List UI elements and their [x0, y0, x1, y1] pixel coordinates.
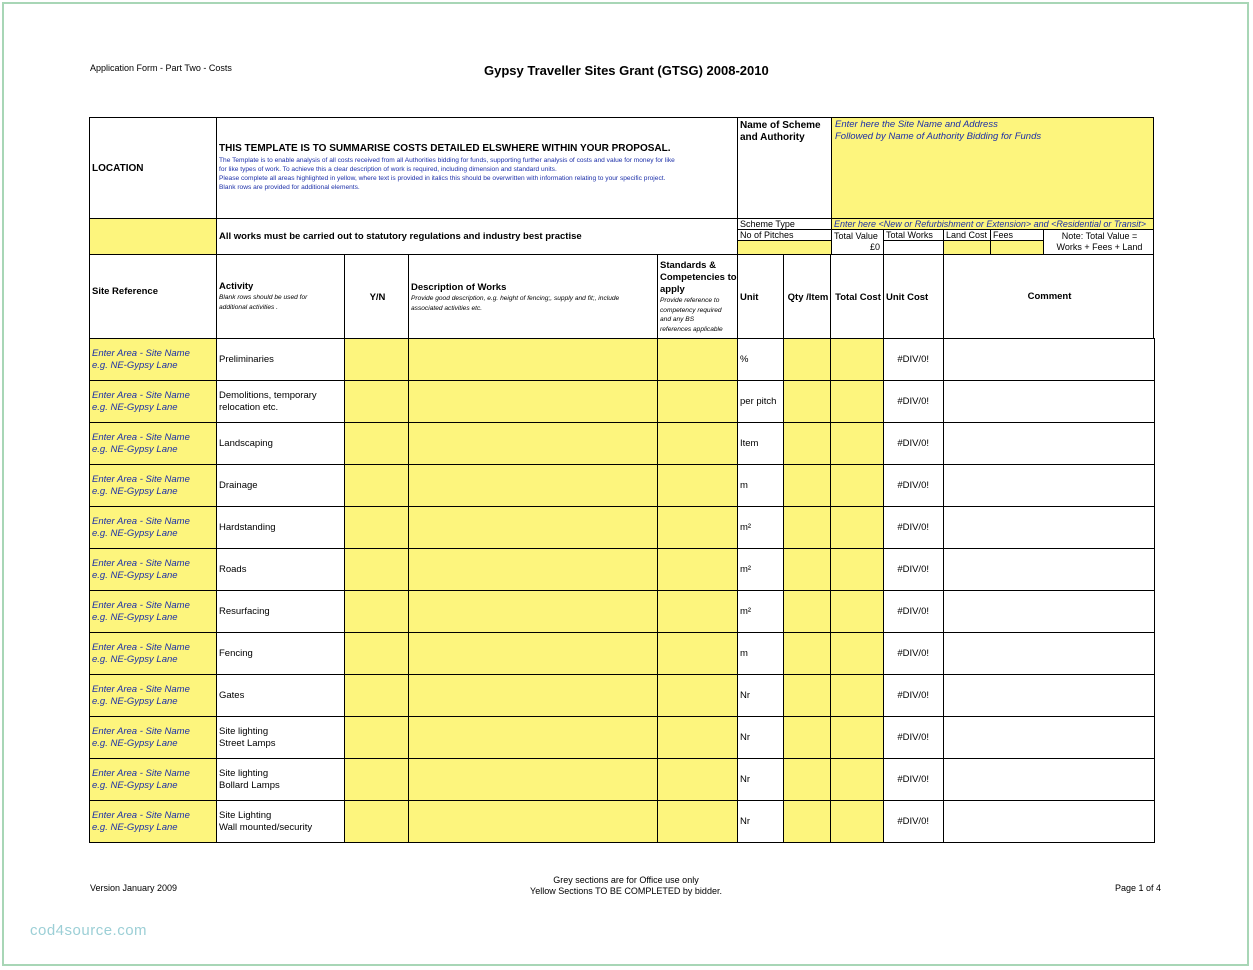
description-input[interactable] [409, 801, 658, 843]
unit-cost-cell: #DIV/0! [884, 549, 944, 591]
activity-cell: Drainage [217, 465, 345, 507]
activity-cell: Fencing [217, 633, 345, 675]
site-reference-input[interactable]: Enter Area - Site Name e.g. NE-Gypsy Lane [90, 423, 217, 465]
total-cost-input[interactable] [831, 675, 884, 717]
total-cost-label: Total Cost [835, 292, 881, 303]
fees-label: Fees [993, 230, 1014, 240]
scheme-type-hint: Enter here <New or Refurbishment or Extension> and <Residential or Transit> [834, 219, 1146, 229]
description-input[interactable] [409, 759, 658, 801]
activity-cell: Landscaping [217, 423, 345, 465]
site-reference-input[interactable]: Enter Area - Site Name e.g. NE-Gypsy Lane [90, 675, 217, 717]
qty-header [783, 254, 831, 339]
standards-line-2: Competencies to [660, 272, 737, 283]
unit-cell: % [738, 339, 784, 381]
comment-input[interactable] [944, 423, 1155, 465]
qty-input[interactable] [784, 507, 831, 549]
comment-input[interactable] [944, 465, 1155, 507]
activity-cell: Site lighting Street Lamps [217, 717, 345, 759]
qty-input[interactable] [784, 675, 831, 717]
qty-input[interactable] [784, 591, 831, 633]
qty-input[interactable] [784, 339, 831, 381]
total-value-note-cell [1043, 229, 1154, 255]
total-value-cell [831, 229, 884, 255]
comment-input[interactable] [944, 591, 1155, 633]
qty-input[interactable] [784, 423, 831, 465]
unit-cost-cell: #DIV/0! [884, 339, 944, 381]
standards-input[interactable] [658, 717, 738, 759]
qty-input[interactable] [784, 549, 831, 591]
description-input[interactable] [409, 423, 658, 465]
page-title: Gypsy Traveller Sites Grant (GTSG) 2008-2010 [484, 63, 769, 78]
site-reference-input[interactable]: Enter Area - Site Name e.g. NE-Gypsy Lane [90, 717, 217, 759]
unit-cost-cell: #DIV/0! [884, 801, 944, 843]
qty-input[interactable] [784, 633, 831, 675]
activity-cell: Gates [217, 675, 345, 717]
activity-cell: Demolitions, temporary relocation etc. [217, 381, 345, 423]
site-reference-header [89, 254, 217, 339]
cost-table [89, 338, 1155, 843]
table-row [90, 339, 1155, 381]
qty-input[interactable] [784, 759, 831, 801]
yn-input[interactable] [345, 717, 409, 759]
table-row [90, 465, 1155, 507]
comment-input[interactable] [944, 717, 1155, 759]
total-cost-input[interactable] [831, 591, 884, 633]
page-number: Page 1 of 4 [1115, 883, 1162, 893]
description-input[interactable] [409, 675, 658, 717]
description-input[interactable] [409, 339, 658, 381]
comment-input[interactable] [944, 339, 1155, 381]
qty-input[interactable] [784, 381, 831, 423]
yn-input[interactable] [345, 381, 409, 423]
comment-input[interactable] [944, 675, 1155, 717]
unit-cell: Nr [738, 717, 784, 759]
qty-input[interactable] [784, 465, 831, 507]
yn-input[interactable] [345, 339, 409, 381]
unit-cost-header [883, 254, 944, 339]
watermark: cod4source.com [30, 922, 148, 939]
site-reference-input[interactable]: Enter Area - Site Name e.g. NE-Gypsy Lane [90, 507, 217, 549]
unit-cost-cell: #DIV/0! [884, 591, 944, 633]
table-row [90, 591, 1155, 633]
unit-cell: per pitch [738, 381, 784, 423]
site-reference-input[interactable]: Enter Area - Site Name e.g. NE-Gypsy Lane [90, 339, 217, 381]
description-note: Provide good description, e.g. height of fencing;, supply and fit;, include associated activities etc. [411, 295, 620, 312]
footer-note-1: Grey sections are for Office use only [553, 875, 699, 885]
unit-cell: m [738, 465, 784, 507]
description-input[interactable] [409, 507, 658, 549]
location-label: LOCATION [92, 163, 144, 174]
total-cost-input[interactable] [831, 507, 884, 549]
activity-cell: Preliminaries [217, 339, 345, 381]
unit-cell: m² [738, 507, 784, 549]
comment-input[interactable] [944, 759, 1155, 801]
description-header [408, 254, 658, 339]
table-row [90, 675, 1155, 717]
footer-notes [500, 875, 752, 897]
activity-header [216, 254, 345, 339]
unit-cell: Item [738, 423, 784, 465]
total-cost-input[interactable] [831, 423, 884, 465]
description-input[interactable] [409, 633, 658, 675]
unit-header [737, 254, 784, 339]
table-row [90, 759, 1155, 801]
unit-cell: m² [738, 591, 784, 633]
standards-header [657, 254, 738, 339]
land-cost-input[interactable] [943, 240, 991, 255]
yn-input[interactable] [345, 801, 409, 843]
site-reference-label: Site Reference [92, 286, 159, 297]
unit-cost-cell: #DIV/0! [884, 759, 944, 801]
standards-line-1: Standards & [660, 260, 716, 271]
total-cost-input[interactable] [831, 549, 884, 591]
comment-input[interactable] [944, 633, 1155, 675]
comment-label: Comment [1027, 291, 1072, 302]
pitches-input[interactable] [737, 240, 832, 255]
table-row [90, 381, 1155, 423]
site-reference-input[interactable]: Enter Area - Site Name e.g. NE-Gypsy Lane [90, 549, 217, 591]
table-row [90, 717, 1155, 759]
yn-label: Y/N [369, 292, 386, 303]
version-label: Version January 2009 [90, 883, 178, 893]
yn-input[interactable] [345, 507, 409, 549]
unit-cost-cell: #DIV/0! [884, 717, 944, 759]
standards-input[interactable] [658, 801, 738, 843]
unit-cost-cell: #DIV/0! [884, 381, 944, 423]
fees-input[interactable] [990, 240, 1044, 255]
standards-input[interactable] [658, 465, 738, 507]
unit-cost-cell: #DIV/0! [884, 465, 944, 507]
footer-note-2: Yellow Sections TO BE COMPLETED by bidder. [530, 886, 722, 896]
total-cost-input[interactable] [831, 381, 884, 423]
standards-input[interactable] [658, 381, 738, 423]
table-row [90, 423, 1155, 465]
description-input[interactable] [409, 465, 658, 507]
site-reference-input[interactable]: Enter Area - Site Name e.g. NE-Gypsy Lane [90, 465, 217, 507]
scheme-hint-2: Followed by Name of Authority Bidding for Funds [835, 131, 1042, 142]
location-input[interactable] [89, 218, 217, 255]
unit-cost-cell: #DIV/0! [884, 507, 944, 549]
standards-input[interactable] [658, 759, 738, 801]
location-cell [89, 117, 217, 219]
total-cost-input[interactable] [831, 801, 884, 843]
total-cost-header [830, 254, 884, 339]
unit-cell: m² [738, 549, 784, 591]
standards-input[interactable] [658, 633, 738, 675]
comment-input[interactable] [944, 549, 1155, 591]
unit-cost-cell: #DIV/0! [884, 423, 944, 465]
scheme-type-label: Scheme Type [740, 219, 795, 229]
comment-input[interactable] [944, 801, 1155, 843]
unit-cell: m [738, 633, 784, 675]
total-cost-input[interactable] [831, 465, 884, 507]
standards-input[interactable] [658, 591, 738, 633]
comment-input[interactable] [944, 381, 1155, 423]
total-works-label: Total Works [886, 230, 933, 240]
table-row [90, 633, 1155, 675]
works-note-cell [216, 218, 738, 255]
yn-input[interactable] [345, 759, 409, 801]
qty-input[interactable] [784, 717, 831, 759]
standards-input[interactable] [658, 549, 738, 591]
standards-note: Provide reference to competency required and any BS references applicable [660, 297, 723, 333]
yn-input[interactable] [345, 465, 409, 507]
standards-input[interactable] [658, 339, 738, 381]
description-label: Description of Works [411, 282, 507, 293]
total-cost-input[interactable] [831, 339, 884, 381]
activity-cell: Site Lighting Wall mounted/security [217, 801, 345, 843]
standards-input[interactable] [658, 423, 738, 465]
unit-cell: Nr [738, 675, 784, 717]
table-row [90, 507, 1155, 549]
land-cost-label: Land Cost [946, 230, 988, 240]
description-input[interactable] [409, 381, 658, 423]
activity-cell: Resurfacing [217, 591, 345, 633]
form-label: Application Form - Part Two - Costs [90, 63, 232, 73]
template-heading: THIS TEMPLATE IS TO SUMMARISE COSTS DETAILED ELSWHERE WITHIN YOUR PROPOSAL. [219, 143, 671, 154]
table-row [90, 549, 1155, 591]
site-reference-input[interactable]: Enter Area - Site Name e.g. NE-Gypsy Lane [90, 591, 217, 633]
standards-line-3: apply [660, 284, 685, 295]
scheme-hint-1: Enter here the Site Name and Address [835, 119, 998, 130]
yn-input[interactable] [345, 549, 409, 591]
unit-cost-cell: #DIV/0! [884, 675, 944, 717]
standards-input[interactable] [658, 507, 738, 549]
unit-cell: Nr [738, 759, 784, 801]
description-input[interactable] [409, 717, 658, 759]
qty-label: Qty /Item [787, 292, 829, 303]
scheme-label-cell [737, 117, 832, 219]
total-value-label: Total Value [834, 231, 878, 241]
pitches-label: No of Pitches [740, 230, 794, 240]
comment-input[interactable] [944, 507, 1155, 549]
scheme-name-input[interactable] [831, 117, 1154, 219]
total-cost-input[interactable] [831, 759, 884, 801]
standards-input[interactable] [658, 675, 738, 717]
unit-cell: Nr [738, 801, 784, 843]
scheme-label-1: Name of Scheme [740, 120, 821, 131]
qty-input[interactable] [784, 801, 831, 843]
note-line-1: Note: Total Value = [1061, 231, 1138, 241]
site-reference-input[interactable]: Enter Area - Site Name e.g. NE-Gypsy Lane [90, 381, 217, 423]
note-line-2: Works + Fees + Land [1056, 242, 1143, 252]
activity-note: Blank rows should be used for additional activities . [219, 294, 308, 311]
activity-cell: Hardstanding [217, 507, 345, 549]
description-input[interactable] [409, 549, 658, 591]
yn-input[interactable] [345, 675, 409, 717]
activity-label: Activity [219, 281, 254, 292]
unit-cost-label: Unit Cost [886, 292, 929, 303]
comment-header [943, 254, 1154, 339]
unit-label: Unit [740, 292, 759, 303]
site-reference-input[interactable]: Enter Area - Site Name e.g. NE-Gypsy Lane [90, 633, 217, 675]
template-instructions: The Template is to enable analysis of all costs received from all Authorities bidding for funds, supporting further analysis of costs and value for money for like for like types of work. To achieve this a clear description of work is required, including dimension and standard units. Please complete all areas highlighted in yellow, where text is provided in italics this should be overwritten with information relating to your specific project. Blank rows are provided for additional elements. [219, 157, 675, 191]
activity-cell: Roads [217, 549, 345, 591]
unit-cost-cell: #DIV/0! [884, 633, 944, 675]
yn-header [344, 254, 409, 339]
scheme-label-2: and Authority [740, 132, 805, 143]
table-row [90, 801, 1155, 843]
total-cost-input[interactable] [831, 717, 884, 759]
site-reference-input[interactable]: Enter Area - Site Name e.g. NE-Gypsy Lane [90, 759, 217, 801]
total-cost-input[interactable] [831, 633, 884, 675]
activity-cell: Site lighting Bollard Lamps [217, 759, 345, 801]
yn-input[interactable] [345, 591, 409, 633]
yn-input[interactable] [345, 423, 409, 465]
total-value-amount: £0 [869, 242, 880, 252]
works-note: All works must be carried out to statutory regulations and industry best practise [219, 231, 582, 242]
site-reference-input[interactable]: Enter Area - Site Name e.g. NE-Gypsy Lane [90, 801, 217, 843]
template-info-cell [216, 117, 738, 219]
yn-input[interactable] [345, 633, 409, 675]
description-input[interactable] [409, 591, 658, 633]
total-works-value [883, 240, 944, 255]
